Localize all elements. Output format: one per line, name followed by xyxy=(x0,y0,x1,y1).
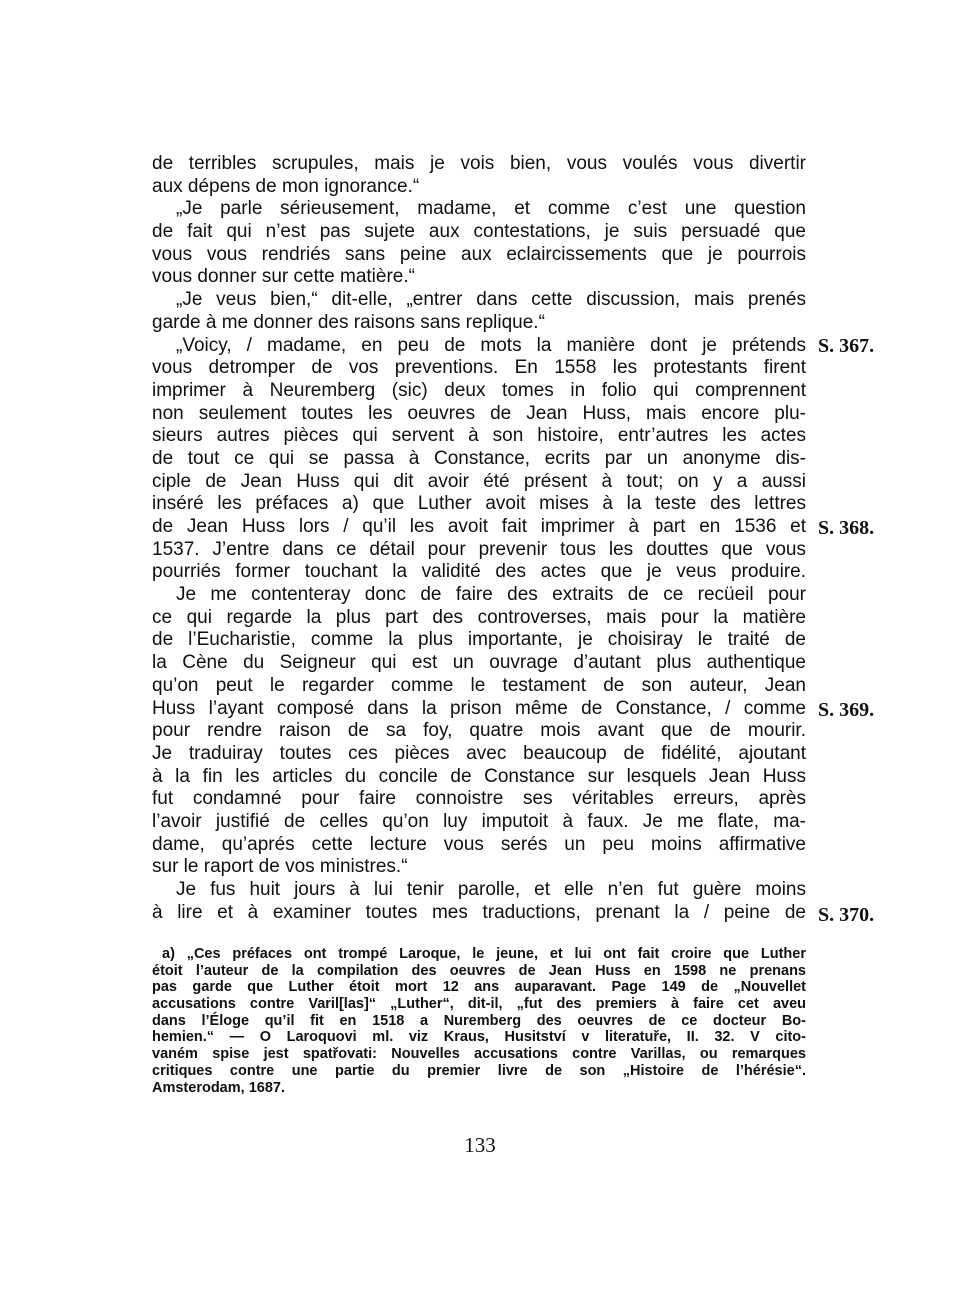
text-line: „Je parle sérieusement, madame, et comme c’est une question xyxy=(176,198,806,220)
text-line: imprimer à Neuremberg (sic) deux tomes in folio qui comprennent xyxy=(152,379,806,401)
text-line: 1537. J’entre dans ce détail pour prevenir tous les douttes que vous xyxy=(152,538,806,560)
text-line: vous vous rendriés sans peine aux eclaircissements que je pourrois xyxy=(152,243,806,265)
text-line: dame, qu’aprés cette lecture vous serés un peu moins affirmative xyxy=(152,833,806,855)
text-line: à la fin les articles du concile de Constance sur lesquels Jean Huss xyxy=(152,765,806,787)
text-line: „Je veus bien,“ dit-elle, „entrer dans cette discussion, mais prenés xyxy=(176,289,806,311)
text-line: ciple de Jean Huss qui dit avoir été présent à tout; on y a aussi xyxy=(152,470,806,492)
text-line: de Jean Huss lors / qu’il les avoit fait imprimer à part en 1536 et xyxy=(152,516,806,537)
text-line: pour rendre raison de sa foy, quatre mois avant que de mourir. xyxy=(152,720,806,742)
text-line: pourriés former touchant la validité des actes que je veus produire. xyxy=(152,561,806,583)
footnote-line: dans l’Éloge qu’il fit en 1518 a Nuremberg des oeuvres de ce docteur Bo- xyxy=(152,1012,806,1029)
text-line: „Voicy, / madame, en peu de mots la manière dont je prétends xyxy=(176,334,806,356)
footnote-line: vaném spise jest spatřovati: Nouvelles accusations contre Varillas, ou remarques xyxy=(152,1046,806,1063)
text-line: de tout ce qui se passa à Constance, ecrits par un anonyme dis- xyxy=(152,447,806,469)
text-line: Je me contenteray donc de faire des extraits de ce recüeil pour xyxy=(176,584,806,606)
text-line: la Cène du Seigneur qui est un ouvrage d’autant plus authentique xyxy=(152,652,806,674)
text-line: qu’on peut le regarder comme le testament de son auteur, Jean xyxy=(152,674,806,696)
text-line: ce qui regarde la plus part des controverses, mais pour la matière xyxy=(152,606,806,628)
text-line: vous donner sur cette matière.“ xyxy=(152,266,415,288)
text-line: de fait qui n’est pas sujete aux contestations, je suis persuadé que xyxy=(152,221,806,243)
text-line: de l’Eucharistie, comme la plus importante, je choisiray le traité de xyxy=(152,629,806,651)
footnote-line: pas garde que Luther étoit mort 12 ans auparavant. Page 149 de „Nouvellet xyxy=(152,979,806,996)
text-line: sieurs autres pièces qui servent à son histoire, entr’autres les actes xyxy=(152,425,806,447)
text-line: l’avoir justifié de celles qu’on luy imputoit à faux. Je me flate, ma- xyxy=(152,810,806,832)
margin-note: S. 369. xyxy=(818,699,875,721)
text-line: à lire et à examiner toutes mes traductions, prenant la / peine de xyxy=(152,901,806,923)
margin-note: S. 368. xyxy=(818,517,875,539)
text-line: Huss l’ayant composé dans la prison même de Constance, / comme xyxy=(152,697,806,719)
footnote xyxy=(152,946,806,1096)
margin-note: S. 367. xyxy=(818,335,875,357)
footnote-line: étoit l’auteur de la compilation des oeuvres de Jean Huss en 1598 ne prenans xyxy=(152,962,806,979)
footnote-line: accusations contre Varil[las]“ „Luther“, dit-il, „fut des premiers à faire cet aveu xyxy=(152,996,806,1013)
text-line: aux dépens de mon ignorance.“ xyxy=(152,175,420,197)
main-text xyxy=(152,153,806,924)
text-line: Je fus huit jours à lui tenir parolle, et elle n’en fut guère moins xyxy=(176,879,806,900)
text-line: garde à me donner des raisons sans replique.“ xyxy=(152,311,545,333)
page-number: 133 xyxy=(464,1133,496,1157)
text-line: non seulement toutes les oeuvres de Jean Huss, mais encore plu- xyxy=(152,402,806,424)
footnote-line: Amsterodam, 1687. xyxy=(152,1079,285,1096)
text-line: Je traduiray toutes ces pièces avec beaucoup de fidélité, ajoutant xyxy=(152,742,806,764)
text-line: inséré les préfaces a) que Luther avoit mises à la teste des lettres xyxy=(152,493,806,515)
footnote-line: critiques contre une partie du premier livre de son „Histoire de l’hérésie“. xyxy=(152,1062,806,1079)
footnote-line: hemien.“ — O Laroquovi ml. viz Kraus, Husitství v literatuře, II. 32. V cito- xyxy=(152,1029,806,1046)
text-line: vous detromper de vos preventions. En 1558 les protestants firent xyxy=(152,357,806,379)
footnote-line: a) „Ces préfaces ont trompé Laroque, le jeune, et lui ont fait croire que Luther xyxy=(162,946,806,962)
text-line: sur le raport de vos ministres.“ xyxy=(152,856,408,878)
margin-note: S. 370. xyxy=(818,904,875,926)
text-line: de terribles scrupules, mais je vois bien, vous voulés vous divertir xyxy=(152,153,806,174)
text-line: fut condamné pour faire connoistre ses véritables erreurs, après xyxy=(152,788,806,810)
